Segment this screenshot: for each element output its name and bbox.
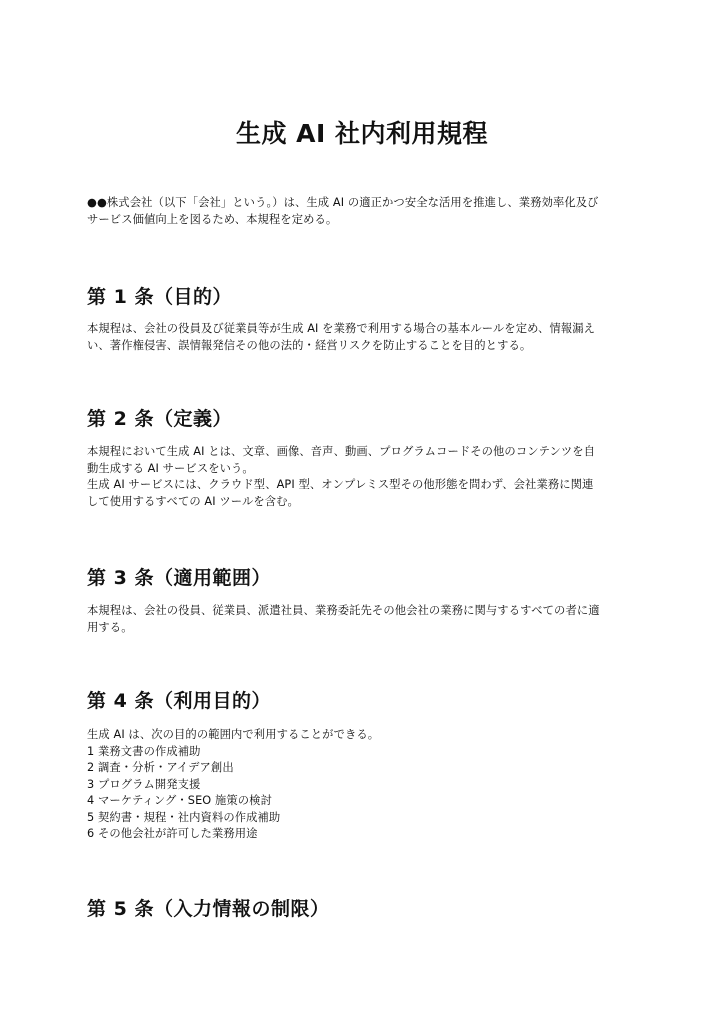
body-line: 本規程において生成 AI とは、文章、画像、音声、動画、プログラムコードその他のコンテンツを自 xyxy=(87,445,596,458)
article-5-heading: 第 5 条（入力情報の制限） xyxy=(87,898,330,920)
document-title: 生成 AI 社内利用規程 xyxy=(235,119,489,148)
body-line: 用する。 xyxy=(87,620,133,634)
article-3-body xyxy=(87,603,647,636)
preamble-line: サービス価値向上を図るため、本規程を定める。 xyxy=(87,212,338,226)
preamble-line: ●●株式会社（以下「会社」という。）は、生成 AI の適正かつ安全な活用を推進し、業務効率化及び xyxy=(87,196,599,209)
body-line: 動生成する AI サービスをいう。 xyxy=(87,461,254,475)
preamble xyxy=(87,195,647,228)
article-2-heading: 第 2 条（定義） xyxy=(87,408,232,430)
body-line: 生成 AI は、次の目的の範囲内で利用することができる。 xyxy=(87,728,380,741)
body-line: 生成 AI サービスには、クラウド型、API 型、オンプレミス型その他形態を問わず、会社業務に関連 xyxy=(87,478,594,491)
list-item: 3 プログラム開発支援 xyxy=(87,777,201,791)
body-line: い、著作権侵害、誤情報発信その他の法的・経営リスクを防止することを目的とする。 xyxy=(87,338,532,352)
body-line: 本規程は、会社の役員、従業員、派遣社員、業務委託先その他会社の業務に関与するすべての者に適 xyxy=(87,604,600,617)
article-2-body xyxy=(87,444,647,510)
article-1-heading: 第 1 条（目的） xyxy=(87,286,232,308)
list-item: 1 業務文書の作成補助 xyxy=(87,744,201,758)
body-line: 本規程は、会社の役員及び従業員等が生成 AI を業務で利用する場合の基本ルールを定め、情報漏え xyxy=(87,322,596,335)
article-1-body xyxy=(87,321,647,354)
article-4-heading: 第 4 条（利用目的） xyxy=(87,690,271,712)
list-item: 4 マーケティング・SEO 施策の検討 xyxy=(87,794,272,807)
list-item: 2 調査・分析・アイデア創出 xyxy=(87,761,234,774)
article-3-heading: 第 3 条（適用範囲） xyxy=(87,567,271,589)
article-4-body xyxy=(87,727,647,843)
list-item: 6 その他会社が許可した業務用途 xyxy=(87,827,258,840)
body-line: して使用するすべての AI ツールを含む。 xyxy=(87,494,299,508)
list-item: 5 契約書・規程・社内資料の作成補助 xyxy=(87,810,281,824)
